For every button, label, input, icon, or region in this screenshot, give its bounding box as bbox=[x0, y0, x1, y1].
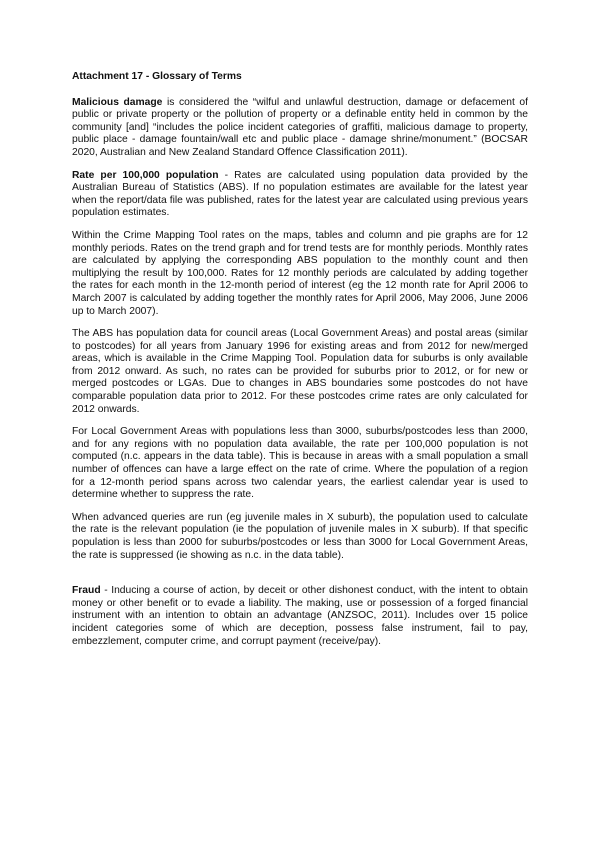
page-title: Attachment 17 - Glossary of Terms bbox=[72, 71, 242, 82]
rate-paragraph-2: The ABS has population data for council areas (Local Government Areas) and postal areas (similar to postcodes) for all years from January 1996 for existing areas and from 2012 for new/merged areas, which is available in the Crime Mapping Tool. Population data for suburbs is only available from 2012 onward. As such, no rates can be provided for suburbs prior to 2012, or for new or merged postcodes or LGAs. Due to changes in ABS boundaries some postcodes do not have comparable population data prior to 2012. For these postcodes crime rates are only calculated for 2012 onwards. bbox=[72, 328, 528, 415]
glossary-entry-malicious-damage bbox=[72, 97, 528, 160]
rate-paragraph-1: Within the Crime Mapping Tool rates on the maps, tables and column and pie graphs are for 12 monthly periods. Rates on the trend graph and for trend tests are for monthly periods. Monthly rates are calculated by applying the corresponding ABS population to the monthly count and then multiplying the result by 100,000. Rates for 12 monthly periods are calculated by adding together the rates for each month in the 12-month period of interest (eg the 12 month rate for April 2006 to March 2007 is calculated by adding together the monthly rates for April 2006, May 2006, June 2006 up to March 2007). bbox=[72, 229, 528, 317]
section-spacer bbox=[72, 572, 528, 585]
glossary-entry-rate-per-100000 bbox=[72, 170, 528, 220]
definition-rate-per-100000: - Rates are calculated using population data provided by the Australian Bureau of Statistics (ABS). If no population estimates are available for the latest year when the report/data file was published, rates for the latest year are calculated using previous years population estimates. bbox=[72, 169, 528, 219]
document-page bbox=[72, 71, 528, 658]
definition-malicious-damage: is considered the “wilful and unlawful destruction, damage or defacement of public or private property or the pollution of property or a definable entity held in common by the community [and] “includes the police incident categories of graffiti, malicious damage to property, public place - damage fountain/wall etc and public place - damage shrine/monument.” (BOCSAR 2020, Australian and New Zealand Standard Offence Classification 2011). bbox=[72, 96, 528, 158]
term-malicious-damage: Malicious damage bbox=[72, 96, 163, 108]
definition-fraud: - Inducing a course of action, by deceit or other dishonest conduct, with the intent to obtain money or other benefit or to evade a liability. The making, use or possession of a forged financial instrument with an intention to obtain an advantage (ANZSOC, 2011). Includes over 15 police incident categories some of which are deception, possess false instrument, fail to pay, embezzlement, computer crime, and corrupt payment (receive/pay). bbox=[72, 585, 528, 647]
term-fraud: Fraud bbox=[72, 585, 101, 597]
glossary-entry-fraud bbox=[72, 585, 528, 648]
rate-paragraph-4: When advanced queries are run (eg juvenile males in X suburb), the population used to calculate the rate is the relevant population (ie the population of juvenile males in X suburb). If that specific population is less than 2000 for suburbs/postcodes or less than 3000 for Local Government Areas, the rate is suppressed (ie showing as n.c. in the data table). bbox=[72, 511, 528, 561]
rate-paragraph-3: For Local Government Areas with populations less than 3000, suburbs/postcodes less than 2000, and for any regions with no population data available, the rate per 100,000 population is not computed (n.c. appears in the data table). This is because in areas with a small population a small number of offences can have a large effect on the rate of crime. Where the population of a region for a 12-month period spans across two calendar years, the earliest calendar year is used to determine whether to suppress the rate. bbox=[72, 426, 528, 501]
term-rate-per-100000: Rate per 100,000 population bbox=[72, 169, 219, 181]
